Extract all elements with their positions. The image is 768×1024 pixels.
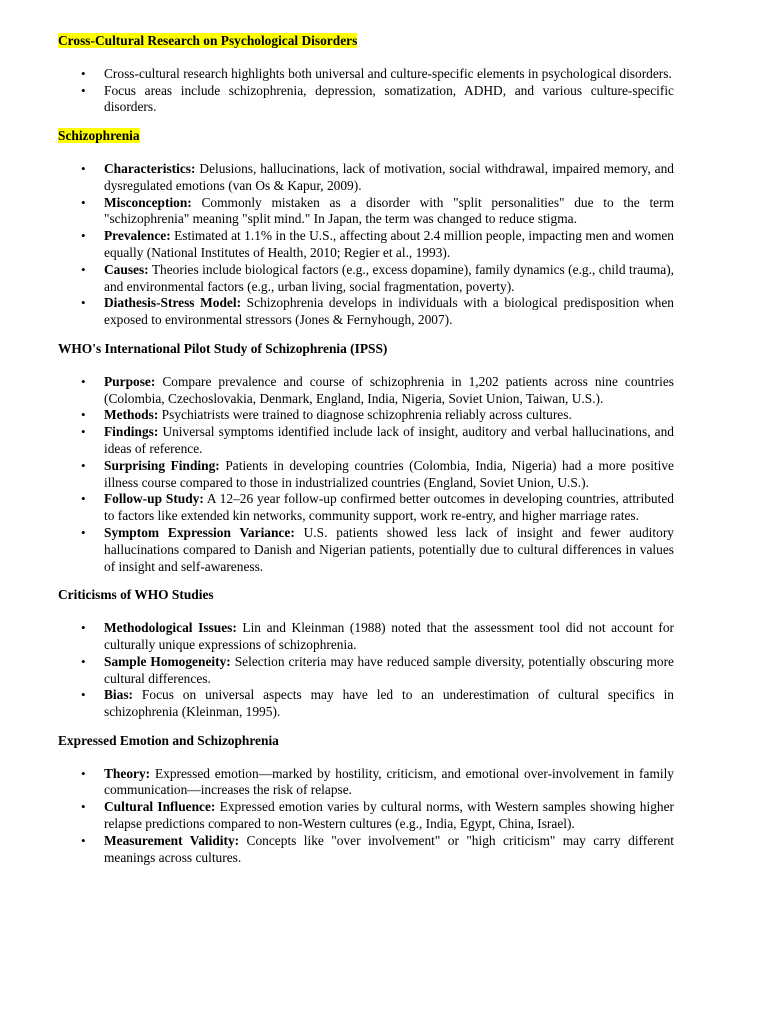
list-item: • Prevalence: Estimated at 1.1% in the U.S., affecting about 2.4 million people, impacting men and women equally (National Institutes of Health, 2010; Regier et al., 1993). — [81, 228, 674, 260]
list-item: • Misconception: Commonly mistaken as a disorder with "split personalities" due to the term "schizophrenia" meaning "split mind." In Japan, the term was changed to reduce stigma. — [81, 194, 674, 227]
bullet-icon: • — [81, 457, 86, 473]
list-item: • Causes: Theories include biological factors (e.g., excess dopamine), family dynamics (e.g., child trauma), and environmental factors (e.g., urban living, social fragmentation, poverty). — [81, 261, 674, 294]
list-item: • Measurement Validity: Concepts like "over involvement" or "high criticism" may carry different meanings across cultures. — [81, 832, 674, 865]
bullet-icon: • — [81, 261, 86, 277]
list-item: • Characteristics: Delusions, hallucinations, lack of motivation, social withdrawal, impaired memory, and dysregulated emotions (van Os & Kapur, 2009). — [81, 160, 674, 193]
section-who-ipss — [58, 341, 674, 575]
list-item: • Surprising Finding: Patients in developing countries (Colombia, India, Nigeria) had a more positive illness course compared to those in industrialized countries (England, Soviet Union, U.S.). — [81, 457, 674, 490]
bullet-list — [58, 161, 674, 329]
document-page — [58, 24, 674, 878]
list-item: • Bias: Focus on universal aspects may have led to an underestimation of cultural specifics in schizophrenia (Kleinman, 1995). — [81, 687, 674, 720]
list-item: • Methodological Issues: Lin and Kleinman (1988) noted that the assessment tool did not account for culturally unique expressions of schizophrenia. — [81, 620, 674, 652]
section-heading: WHO's International Pilot Study of Schizophrenia (IPSS) — [58, 340, 388, 356]
section-heading: Cross-Cultural Research on Psychological Disorders — [58, 33, 358, 48]
bullet-icon: • — [81, 765, 86, 781]
bullet-icon: • — [81, 407, 86, 423]
bullet-list — [58, 620, 674, 721]
section-heading: Expressed Emotion and Schizophrenia — [58, 732, 279, 748]
section-heading: Criticisms of WHO Studies — [58, 587, 214, 603]
bullet-icon: • — [81, 65, 86, 81]
bullet-icon: • — [81, 799, 86, 815]
bullet-icon: • — [81, 295, 86, 311]
bullet-icon: • — [81, 82, 86, 98]
bullet-icon: • — [81, 491, 86, 507]
list-item: • Cross-cultural research highlights both universal and culture-specific elements in psychological disorders. — [81, 65, 672, 81]
bullet-icon: • — [81, 687, 86, 703]
section-heading: Schizophrenia — [58, 128, 140, 144]
list-item: • Follow-up Study: A 12–26 year follow-up confirmed better outcomes in developing countries, attributed to factors like extended kin networks, community support, work re-entry, and higher marriage rates. — [81, 491, 674, 524]
section-expressed-emotion — [58, 733, 674, 867]
list-item: • Findings: Universal symptoms identified include lack of insight, auditory and verbal hallucinations, and ideas of reference. — [81, 424, 674, 456]
bullet-list — [58, 66, 674, 116]
bullet-list — [58, 374, 674, 576]
bullet-icon: • — [81, 653, 86, 669]
bullet-icon: • — [81, 228, 86, 244]
bullet-icon: • — [81, 524, 86, 540]
list-item: • Theory: Expressed emotion—marked by hostility, criticism, and emotional over-involvement in family communication—increases the risk of relapse. — [81, 765, 674, 798]
list-item: • Sample Homogeneity: Selection criteria may have reduced sample diversity, potentially obscuring more cultural differences. — [81, 653, 674, 686]
bullet-icon: • — [81, 194, 86, 210]
list-item: • Cultural Influence: Expressed emotion varies by cultural norms, with Western samples showing higher relapse predictions compared to non-Western cultures (e.g., India, Egypt, China, Israel). — [81, 799, 674, 832]
bullet-icon: • — [81, 160, 86, 176]
section-criticisms — [58, 587, 674, 721]
list-item: • Methods: Psychiatrists were trained to diagnose schizophrenia reliably across cultures. — [81, 407, 572, 423]
list-item: • Purpose: Compare prevalence and course of schizophrenia in 1,202 patients across nine countries (Colombia, Czechoslovakia, Denmark, England, India, Nigeria, Soviet Union, Taiwan, U.S.). — [81, 373, 674, 406]
section-cross-cultural — [58, 33, 674, 116]
bullet-icon: • — [81, 373, 86, 389]
section-schizophrenia — [58, 128, 674, 329]
bullet-icon: • — [81, 620, 86, 636]
bullet-icon: • — [81, 832, 86, 848]
list-item: • Symptom Expression Variance: U.S. patients showed less lack of insight and fewer auditory hallucinations compared to Danish and Nigerian patients, potentially due to cultural differences in values of insight and self-awareness. — [81, 524, 674, 574]
bullet-list — [58, 766, 674, 867]
bullet-icon: • — [81, 424, 86, 440]
list-item: • Diathesis-Stress Model: Schizophrenia develops in individuals with a biological predisposition when exposed to environmental stressors (Jones & Fernyhough, 2007). — [81, 295, 674, 328]
list-item: • Focus areas include schizophrenia, depression, somatization, ADHD, and various culture-specific disorders. — [81, 82, 674, 115]
